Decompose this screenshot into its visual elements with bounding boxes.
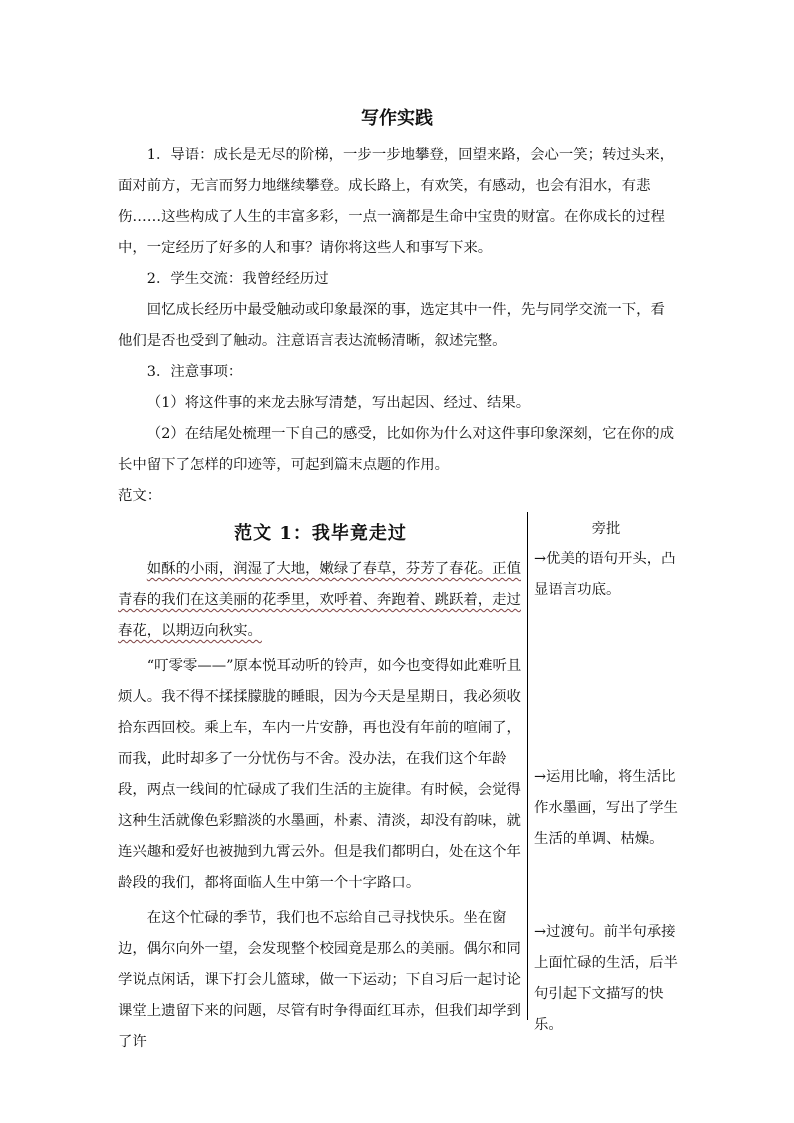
page-title: 写作实践 (361, 108, 433, 129)
annotation-2: →运用比喻，将生活比作水墨画，写出了学生生活的单调、枯燥。 (534, 769, 678, 847)
intro-note-2: （2）在结尾处梳理一下自己的感受，比如你为什么对这件事印象深刻，它在你的成长中留下了怎样的印迹等，可起到篇末点题的作用。 (118, 426, 675, 473)
essay-paragraph-2: “叮零零——”原本悦耳动听的铃声，如今也变得如此难听且烦人。我不得不揉揉朦胧的睡眼，因为今天是星期日，我必须收拾东西回校。乘上车，车内一片安静，再也没有年前的喧闹了，而我，此时却多了一分忧伤与不舍。没办法，在我们这个年龄段，两点一线间的忙碌成了我们生活的主旋律。有时候，会觉得这种生活就像色彩黯淡的水墨画，朴素、清淡，却没有韵味，就连兴趣和爱好也被抛到九霄云外。但是我们都明白，处在这个年龄段的我们，都将面临人生中第一个十字路口。 (118, 658, 522, 891)
annotation-heading: 旁批 (591, 521, 621, 537)
essay-paragraph-1-text: 如酥的小雨，润湿了大地，嫩绿了春草，芬芳了春花。正值青春的我们在这美丽的花季里，欢呼着、奔跑着、跳跃着，走过春花，以期迈向秋实。 (118, 561, 521, 639)
essay-table (118, 512, 684, 1050)
essay-paragraph-3: 在这个忙碌的季节，我们也不忘给自己寻找快乐。坐在窗边，偶尔向外一望，会发现整个校园竟是那么的美丽。偶尔和同学说点闲话，课下打会儿篮球，做一下运动；下自习后一起讨论课堂上遗留下来的问题，尽管有时争得面红耳赤，但我们却学到了许 (118, 910, 521, 1050)
intro-note-1: （1）将这件事的来龙去脉写清楚，写出起因、经过、结果。 (146, 395, 531, 411)
intro-section (118, 140, 678, 512)
annotation-3: →过渡句。前半句承接上面忙碌的生活，后半句引起下文描写的快乐。 (534, 924, 678, 1033)
sample-label: 范文： (118, 488, 162, 504)
intro-notes-heading: 3．注意事项： (146, 364, 243, 380)
annotation-column (530, 512, 682, 1033)
intro-exchange: 2．学生交流：我曾经经历过 (146, 271, 329, 287)
annotation-1: →优美的语句开头，凸显语言功底。 (534, 551, 676, 598)
essay-paragraph-1 (118, 554, 523, 647)
column-divider (527, 512, 528, 1020)
intro-guide: 1．导语：成长是无尽的阶梯，一步一步地攀登，回望来路，会心一笑；转过头来，面对前方，无言而努力地继续攀登。成长路上，有欢笑，有感动，也会有泪水，有悲伤……这些构成了人生的丰富多彩，一点一滴都是生命中宝贵的财富。在你成长的过程中，一定经历了好多的人和事？请你将这些人和事写下来。 (118, 147, 675, 256)
essay-column (118, 512, 523, 1058)
intro-exchange-detail: 回忆成长经历中最受触动或印象最深的事，选定其中一件，先与同学交流一下，看他们是否也受到了触动。注意语言表达流畅清晰，叙述完整。 (118, 302, 665, 349)
essay-heading: 范文 1：我毕竟走过 (234, 523, 407, 544)
